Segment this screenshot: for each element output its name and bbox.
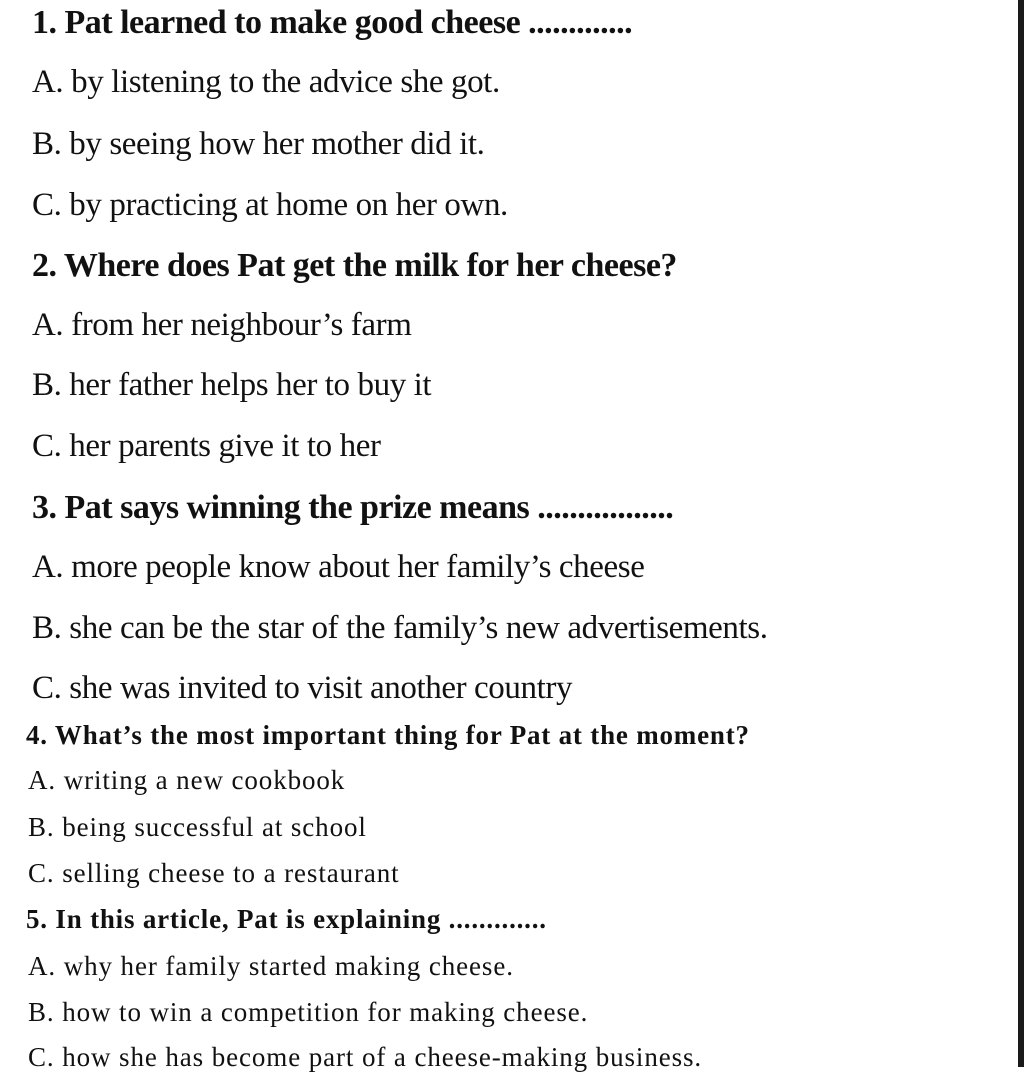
question-5-option-a: A. why her family started making cheese. [28,951,514,981]
question-4: 4. What’s the most important thing for Pat at the moment? [26,720,750,750]
question-2: 2. Where does Pat get the milk for her cheese? [32,247,677,284]
question-4-option-b: B. being successful at school [28,812,367,842]
question-1-option-c: C. by practicing at home on her own. [32,187,508,223]
page-edge-shadow [1018,0,1024,1067]
question-5-option-b: B. how to win a competition for making cheese. [28,997,589,1027]
question-2-option-b: B. her father helps her to buy it [32,367,432,403]
question-1-option-b: B. by seeing how her mother did it. [32,126,485,162]
question-4-option-c: C. selling cheese to a restaurant [28,858,400,888]
question-3-option-c: C. she was invited to visit another country [32,670,573,706]
question-3-option-b: B. she can be the star of the family’s new advertisements. [32,610,768,646]
question-1-option-a: A. by listening to the advice she got. [32,64,500,100]
question-2-option-c: C. her parents give it to her [32,428,381,464]
question-4-option-a: A. writing a new cookbook [28,765,346,795]
question-5-option-c: C. how she has become part of a cheese-making business. [28,1042,703,1072]
question-1: 1. Pat learned to make good cheese ............. [32,4,633,41]
question-3: 3. Pat says winning the prize means ................. [32,489,674,526]
question-5: 5. In this article, Pat is explaining ............. [26,904,547,934]
question-3-option-a: A. more people know about her family’s cheese [32,549,645,585]
question-2-option-a: A. from her neighbour’s farm [32,307,412,343]
